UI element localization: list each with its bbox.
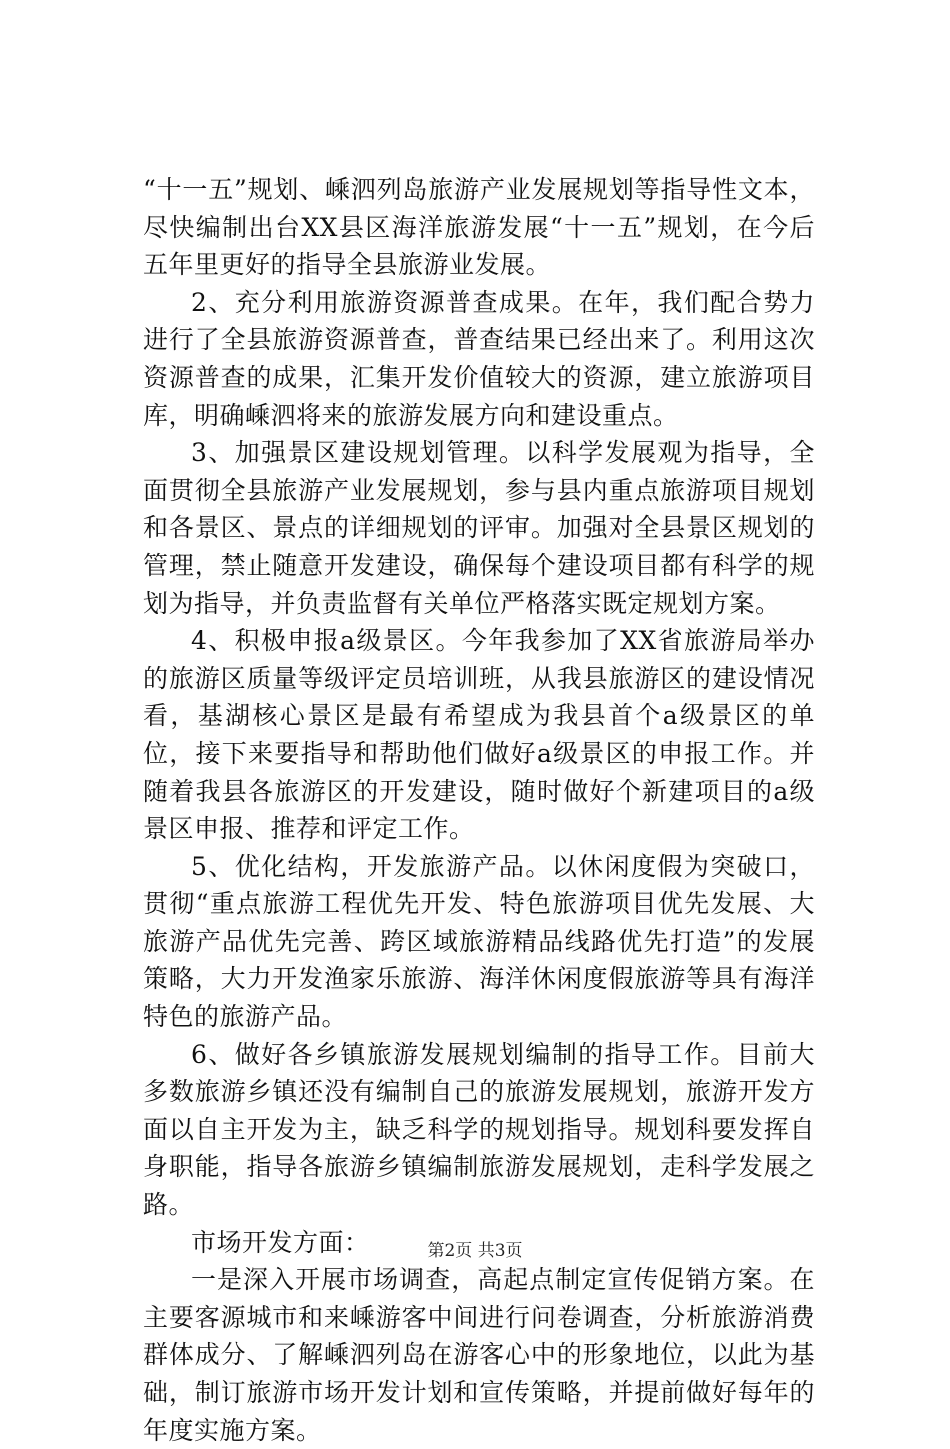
paragraph-township-planning: 6、做好各乡镇旅游发展规划编制的指导工作。目前大多数旅游乡镇还没有编制自己的旅游发展规划，旅游开发方面以自主开发为主，缺乏科学的规划指导。规划科要发挥自身职能，指导各旅游乡镇编制旅游发展规划，走科学发展之路。 xyxy=(143,1039,815,1220)
paragraph-a-level-scenic: 4、积极申报a级景区。今年我参加了XX省旅游局举办的旅游区质量等级评定员培训班，从我县旅游区的建设情况看，基湖核心景区是最有希望成为我县首个a级景区的单位，接下来要指导和帮助他们做好a级景区的申报工作。并随着我县各旅游区的开发建设，随时做好个新建项目的a级景区申报、推荐和评定工作。 xyxy=(143,626,815,844)
section-heading-market: 市场开发方面： xyxy=(191,1227,370,1257)
page-footer: 第2页 共3页 xyxy=(427,1241,523,1261)
paragraph-resource-survey: 2、充分利用旅游资源普查成果。在年，我们配合势力进行了全县旅游资源普查，普查结果已经出来了。利用这次资源普查的成果，汇集开发价值较大的资源，建立旅游项目库，明确嵊泗将来的旅游发展方向和建设重点。 xyxy=(143,287,815,430)
paragraph-planning-management: 3、加强景区建设规划管理。以科学发展观为指导，全面贯彻全县旅游产业发展规划，参与县内重点旅游项目规划和各景区、景点的详细规划的评审。加强对全县景区规划的管理，禁止随意开发建设，确保每个建设项目都有科学的规划为指导，并负责监督有关单位严格落实既定规划方案。 xyxy=(143,438,815,618)
paragraph-continuation: “十一五”规划、嵊泗列岛旅游产业发展规划等指导性文本，尽快编制出台XX县区海洋旅游发展“十一五”规划，在今后五年里更好的指导全县旅游业发展。 xyxy=(143,175,815,280)
paragraph-market-survey: 一是深入开展市场调查，高起点制定宣传促销方案。在主要客源城市和来嵊游客中间进行问卷调查，分析旅游消费群体成分、了解嵊泗列岛在游客心中的形象地位，以此为基础，制订旅游市场开发计划和宣传策略，并提前做好每年的年度实施方案。 xyxy=(143,1265,815,1445)
paragraph-optimize-products: 5、优化结构，开发旅游产品。以休闲度假为突破口，贯彻“重点旅游工程优先开发、特色旅游项目优先发展、大旅游产品优先完善、跨区域旅游精品线路优先打造”的发展策略，大力开发渔家乐旅游、海洋休闲度假旅游等具有海洋特色的旅游产品。 xyxy=(143,851,815,1032)
